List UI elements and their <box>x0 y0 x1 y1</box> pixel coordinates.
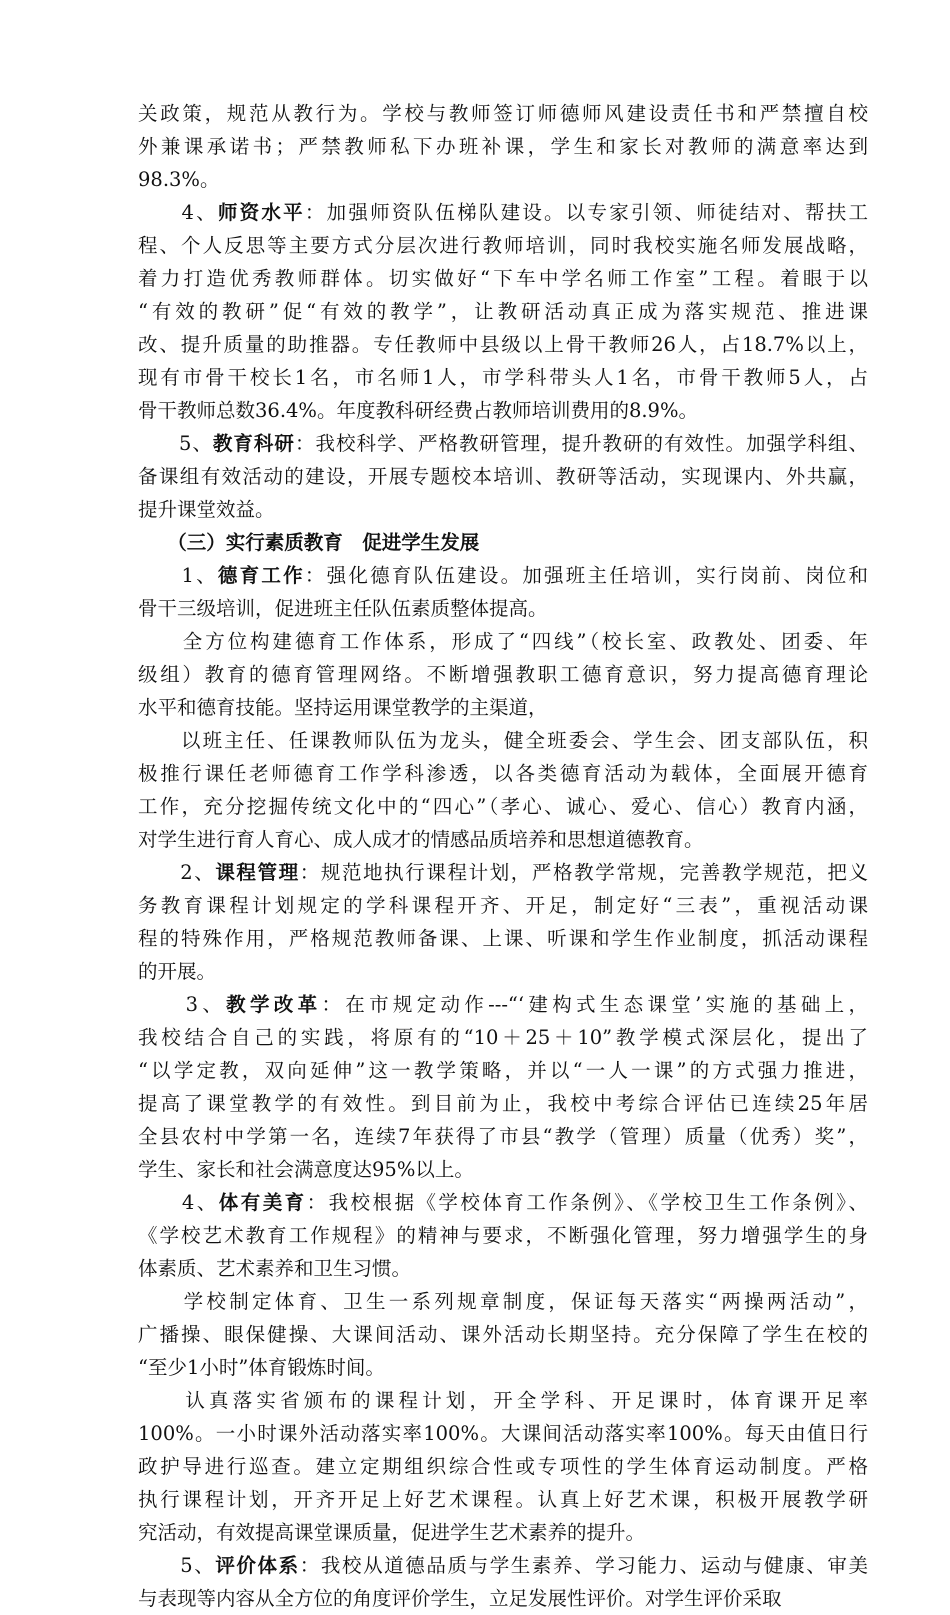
text-line <box>138 1450 868 1483</box>
text-line <box>138 130 868 163</box>
text-run: 关政策，规范从教行为。学校与教师签订师德师风建设责任书和严禁擅自校 <box>138 102 868 125</box>
paragraph <box>138 724 868 856</box>
text-run: ：我校科学、严格教研管理，提升教研的有效性。加强学科组、 <box>294 432 868 455</box>
text-line <box>138 1021 868 1054</box>
text-line <box>138 1549 868 1582</box>
text-line <box>138 1318 868 1351</box>
text-line <box>138 889 868 922</box>
text-run: 程的特殊作用，严格规范教师备课、上课、听课和学生作业制度，抓活动课程 <box>138 927 868 950</box>
text-line <box>138 1417 868 1450</box>
text-run: 学校制定体育、卫生一系列规章制度，保证每天落实“两操两活动”， <box>138 1290 868 1313</box>
text-run: 执行课程计划，开齐开足上好艺术课程。认真上好艺术课，积极开展教学研 <box>138 1488 868 1511</box>
text-run: 广播操、眼保健操、大课间活动、课外活动长期坚持。充分保障了学生在校的 <box>138 1323 868 1346</box>
text-run: 100%。一小时课外活动落实率100%。大课间活动落实率100%。每天由值日行 <box>138 1422 868 1445</box>
paragraph <box>138 1384 868 1549</box>
text-line <box>138 658 868 691</box>
text-line <box>138 1120 868 1153</box>
text-line <box>138 988 868 1021</box>
paragraph <box>138 1186 868 1285</box>
text-run: ：规范地执行课程计划，严格教学常规，完善教学规范，把义 <box>299 861 868 884</box>
text-run: “以学定教，双向延伸”这一教学策略，并以“一人一课”的方式强力推进， <box>138 1059 868 1082</box>
text-run: “有效的教研”促“有效的教学”，让教研活动真正成为落实规范、推进课 <box>138 300 868 323</box>
paragraph <box>138 856 868 988</box>
bold-term: 课程管理 <box>215 861 300 884</box>
paragraph <box>138 1285 868 1384</box>
text-run: 极推行课任老师德育工作学科渗透，以各类德育活动为载体，全面展开德育 <box>138 762 868 785</box>
text-run: 水平和德育技能。坚持运用课堂教学的主渠道， <box>138 696 548 719</box>
text-line <box>138 1582 868 1615</box>
section-heading <box>138 526 868 559</box>
paragraph <box>138 97 868 196</box>
text-run: 1、 <box>138 564 218 587</box>
bold-term: 师资水平 <box>217 201 305 224</box>
bold-term: 体有美育 <box>218 1191 307 1214</box>
text-line <box>138 526 868 559</box>
paragraph <box>138 427 868 526</box>
text-line <box>138 625 868 658</box>
text-run: 认真落实省颁布的课程计划，开全学科、开足课时，体育课开足率 <box>138 1389 868 1412</box>
text-run: 工作，充分挖掘传统文化中的“四心”（孝心、诚心、爱心、信心）教育内涵， <box>138 795 868 818</box>
text-line <box>138 295 868 328</box>
text-run: 提升课堂效益。 <box>138 498 275 521</box>
text-line <box>138 1153 868 1186</box>
paragraph <box>138 988 868 1186</box>
text-run: 骨干教师总数36.4%。年度教科研经费占教师培训费用的8.9%。 <box>138 399 698 422</box>
text-run: ：我校从道德品质与学生素养、学习能力、运动与健康、审美 <box>299 1554 868 1577</box>
bold-term: 教育科研 <box>212 432 295 455</box>
text-run: “至少1小时”体育锻炼时间。 <box>138 1356 385 1379</box>
text-run: ：在市规定动作---“‘建构式生态课堂’实施的基础上， <box>321 993 868 1016</box>
text-run: 体素质、艺术素养和卫生习惯。 <box>138 1257 412 1280</box>
text-line <box>138 361 868 394</box>
bold-term: （三）实行素质教育 促进学生发展 <box>138 531 480 554</box>
text-run: 现有市骨干校长1名，市名师1人，市学科带头人1名，市骨干教师5人，占 <box>138 366 868 389</box>
text-line <box>138 460 868 493</box>
text-run: 的开展。 <box>138 960 217 983</box>
text-line <box>138 757 868 790</box>
text-run: 以班主任、任课教师队伍为龙头，健全班委会、学生会、团支部队伍，积 <box>138 729 868 752</box>
text-run: 98.3%。 <box>138 168 220 191</box>
paragraph <box>138 1549 868 1615</box>
text-run: 级组）教育的德育管理网络。不断增强教职工德育意识，努力提高德育理论 <box>138 663 868 686</box>
text-line <box>138 196 868 229</box>
text-line <box>138 856 868 889</box>
bold-term: 教学改革 <box>226 993 322 1016</box>
text-line <box>138 559 868 592</box>
text-run: 对学生进行育人育心、成人成才的情感品质培养和思想道德教育。 <box>138 828 704 851</box>
bold-term: 评价体系 <box>215 1554 300 1577</box>
paragraph <box>138 196 868 427</box>
text-run: 全方位构建德育工作体系，形成了“四线”（校长室、政教处、团委、年 <box>138 630 868 653</box>
text-line <box>138 427 868 460</box>
text-line <box>138 790 868 823</box>
text-run: 政护导进行巡查。建立定期组织综合性或专项性的学生体育运动制度。严格 <box>138 1455 868 1478</box>
text-line <box>138 97 868 130</box>
text-run: 程、个人反思等主要方式分层次进行教师培训，同时我校实施名师发展战略， <box>138 234 868 257</box>
text-run: 务教育课程计划规定的学科课程开齐、开足，制定好“三表”，重视活动课 <box>138 894 868 917</box>
paragraph <box>138 559 868 625</box>
text-line <box>138 1087 868 1120</box>
text-line <box>138 1384 868 1417</box>
bold-term: 德育工作 <box>217 564 305 587</box>
text-line <box>138 1351 868 1384</box>
text-line <box>138 823 868 856</box>
text-run: 3、 <box>138 993 227 1016</box>
text-run: 学生、家长和社会满意度达95%以上。 <box>138 1158 474 1181</box>
text-line <box>138 1252 868 1285</box>
text-line <box>138 493 868 526</box>
text-run: 改、提升质量的助推器。专任教师中县级以上骨干教师26人，占18.7%以上， <box>138 333 868 356</box>
text-line <box>138 592 868 625</box>
text-run: 《学校艺术教育工作规程》的精神与要求，不断强化管理，努力增强学生的身 <box>138 1224 868 1247</box>
text-line <box>138 691 868 724</box>
text-run: 全县农村中学第一名，连续7年获得了市县“教学（管理）质量（优秀）奖”， <box>138 1125 868 1148</box>
text-line <box>138 955 868 988</box>
text-run: 5、 <box>138 1554 216 1577</box>
text-line <box>138 163 868 196</box>
text-line <box>138 328 868 361</box>
text-run: 4、 <box>138 201 218 224</box>
text-line <box>138 1054 868 1087</box>
text-run: 究活动，有效提高课堂课质量，促进学生艺术素养的提升。 <box>138 1521 646 1544</box>
text-run: 与表现等内容从全方位的角度评价学生，立足发展性评价。对学生评价采取 <box>138 1587 782 1610</box>
text-run: ：强化德育队伍建设。加强班主任培训，实行岗前、岗位和 <box>304 564 868 587</box>
text-line <box>138 1483 868 1516</box>
text-run: 4、 <box>138 1191 219 1214</box>
text-line <box>138 1516 868 1549</box>
text-line <box>138 229 868 262</box>
text-run: 5、 <box>138 432 213 455</box>
text-run: 我校结合自己的实践，将原有的“10＋25＋10”教学模式深层化，提出了 <box>138 1026 868 1049</box>
text-line <box>138 724 868 757</box>
text-run: 2、 <box>138 861 216 884</box>
text-line <box>138 922 868 955</box>
text-line <box>138 394 868 427</box>
text-line <box>138 262 868 295</box>
text-line <box>138 1219 868 1252</box>
text-run: 提高了课堂教学的有效性。到目前为止，我校中考综合评估已连续25年居 <box>138 1092 868 1115</box>
text-run: 备课组有效活动的建设，开展专题校本培训、教研等活动，实现课内、外共赢， <box>138 465 868 488</box>
text-run: 骨干三级培训，促进班主任队伍素质整体提高。 <box>138 597 548 620</box>
text-run: 外兼课承诺书；严禁教师私下办班补课，学生和家长对教师的满意率达到 <box>138 135 868 158</box>
text-run: ：加强师资队伍梯队建设。以专家引领、师徒结对、帮扶工 <box>304 201 868 224</box>
text-line <box>138 1285 868 1318</box>
text-run: ：我校根据《学校体育工作条例》、《学校卫生工作条例》、 <box>306 1191 868 1214</box>
text-run: 着力打造优秀教师群体。切实做好“下车中学名师工作室”工程。着眼于以 <box>138 267 868 290</box>
text-line <box>138 1186 868 1219</box>
paragraph <box>138 625 868 724</box>
